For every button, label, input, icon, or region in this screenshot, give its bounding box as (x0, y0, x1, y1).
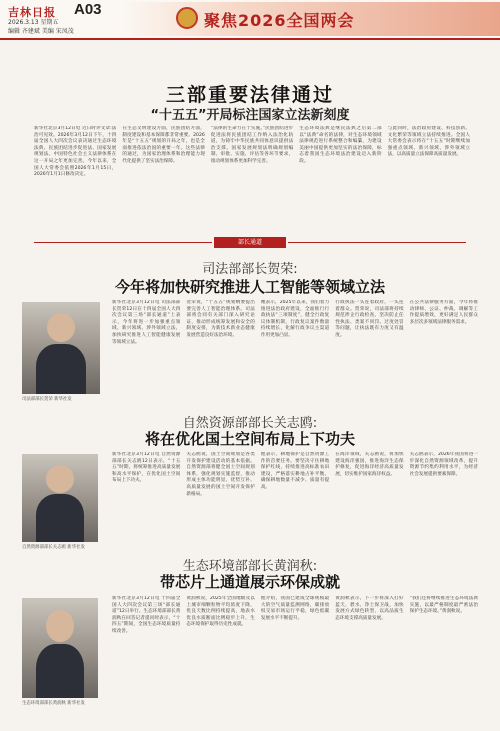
story3-column: 他表示，耕地保护是自然资源工作的首要任务。要坚决守住耕地保护红线，持续推进高标准农田建设，严格落实耕地占补平衡，确保耕地数量不减少、质量有提高。 (260, 452, 330, 490)
story2-body (112, 300, 478, 400)
portrait-head (46, 610, 73, 642)
lead-subheadline: “十五五”开局标注国家立法新刻度 (150, 108, 350, 123)
story2-column: 在公共法律服务方面，今年将推动律师、公证、仲裁、调解等工作提质增效，更好满足人民群众多层次多领域法律服务需求。 (409, 300, 479, 325)
portrait-head (47, 313, 75, 342)
story4-kicker: 生态环境部部长黄润秋: (182, 559, 318, 574)
story4-column: 黄润秋表示，下一步将深入打好蓝天、碧水、净土保卫战，加快发展方式绿色转型，以高品质生态环境支撑高质量发展。 (335, 596, 404, 621)
lead-column: 生态环境法典是继民法典之后第二部以“法典”命名的法律，对生态环境领域法律规范进行系统整合和编纂，为建设美丽中国提供更加坚实的法治保障，标志着我国生态环境法治建设迈入新阶段。 (299, 126, 382, 164)
issue-date: 2026.3.13 星期五 (8, 19, 59, 26)
story4-photo-caption: 生态环境部部长黄润秋 新华社发 (22, 701, 85, 706)
story3-kicker: 自然资源部部长关志鸥: (182, 416, 318, 431)
story2-column: 行政执法一头连着政府，一头连着群众。贺荣说，司法部将持续规范涉企行政检查，坚决防止任性执法、类案不同罚、过度处罚等问题，让执法既有力度又有温度。 (335, 300, 404, 338)
editor-credits: 编辑 齐建斌 美编 宋凤茂 (8, 28, 74, 35)
section-label: 部长通道 (214, 237, 286, 248)
portrait-body (36, 494, 85, 542)
story3-photo-caption: 自然资源部部长关志鸥 新华社发 (22, 545, 85, 550)
story2-column: 她表示，2025年以来，我们着力推进法治政府建设，全面推行行政执法“三项制度”，健全行政复议体制机制，行政复议案件数量持续增长，化解行政争议主渠道作用更加凸显。 (260, 300, 330, 338)
story2-column: 贺荣说，“十五五”规划纲要提出要完善人工智能治理体系。司法部将会同有关部门深入研究论证，推动形成统筹发展和安全的制度安排，为新技术新业态健康发展营造良好法治环境。 (186, 300, 255, 338)
portrait-body (36, 344, 86, 394)
national-emblem-icon (176, 7, 198, 29)
portrait-body (36, 644, 85, 698)
section-rule-left (34, 242, 212, 243)
story2-column: 新华社北京3月12日电 司法部部长贺荣12日在十四届全国人大四次会议第三场“部长通道”上表示，今年将进一步加强重点领域、新兴领域、涉外领域立法，加快研究推进人工智能健康发展等领域立法。 (112, 300, 181, 345)
lead-column: 与此同时，法治政府建设、科技创新、文化繁荣等领域立法持续推进。全国人大常委会表示将在“十五五”时期继续加强重点领域、新兴领域、涉外领域立法，以高质量立法保障高质量发展。 (387, 126, 471, 158)
page-number: A03 (74, 1, 102, 18)
story3-portrait-photo (22, 454, 98, 542)
story4-headline: 带芯片上通道展示环保成就 (159, 573, 340, 591)
story4-column: 他介绍，我国已建成全球规模最大的空气质量监测网络，碳排放权交易市场运行平稳，绿色低碳发展水平不断提升。 (260, 596, 330, 621)
lead-headline: 三部重要法律通过 (165, 84, 334, 106)
newspaper-logo: 吉林日报 (8, 6, 56, 19)
lead-column: 新华社北京3月12日电 近日时评文章:法治可见效。2026年3月12日下午，十四届全国人大四次会议表决通过生态环境法典、民族团结进步促进法、国家发展规划法。中国特色社会主义法律体系在这一开局之年更加完善。今年以来，全国人大常委会依照2026年1月15日，2026年1月1日修改决定。 (34, 126, 117, 178)
story3-column: 在海洋领域，关志鸥说，将加快建设海洋强国，推进海洋生态保护修复，促进海洋经济高质量发展，切实维护国家海洋权益。 (335, 452, 404, 477)
masthead (0, 0, 500, 38)
story4-body (112, 596, 478, 714)
lead-body (34, 126, 470, 230)
story2-kicker: 司法部部长贺荣: (202, 262, 298, 277)
lead-column: 在生态文明建设方面，民族团结方面，制度建设和基本保障都非常重要。2026年是“十五五”规划的开局之年，也是全面推进依法治国的重要一年。这些法律的通过，为国家治理体系和治理能力现代化提供了坚实法治保障。 (122, 126, 205, 164)
story4-column: 新华社北京3月12日电 十四届全国人大四次会议第三场“部长通道”12日举行。生态环境部部长黄润秋在回答记者提问时表示，“十四五”期间，全国生态环境质量持续改善。 (112, 596, 181, 634)
masthead-divider (0, 38, 500, 40)
story3-column: 关志鸥说，国土空间规划是各类开发保护建设活动的基本依据。自然资源部将健全国土空间规划体系，强化规划实施监督，推动形成主体功能明显、优势互补、高质量发展的国土空间开发保护新格局。 (186, 452, 255, 497)
story3-column: 新华社北京3月12日电 自然资源部部长关志鸥12日表示，“十五五”时期，将统筹推进高质量发展和高水平保护，在优化国土空间布局上下功夫。 (112, 452, 181, 484)
story3-body (112, 452, 478, 548)
story4-portrait-photo (22, 598, 98, 698)
story2-headline: 今年将加快研究推进人工智能等领域立法 (114, 278, 385, 296)
story2-photo-caption: 司法部部长贺荣 新华社发 (22, 397, 72, 402)
lead-column: “法律的生命力在于实施。”民族团结进步促进法将民族团结工作纳入法治化轨道，为铸牢中华民族共同体意识提供法治支撑。国家发展规划法明确规划编制、审批、实施、评估等各环节要求，推动规划体系更加科学完善。 (210, 126, 294, 164)
section-rule-right (288, 242, 466, 243)
story2-portrait-photo (22, 302, 100, 394)
portrait-head (46, 465, 73, 493)
story4-column: “我们还将继续推进生态环境法典实施，以最严格制度最严密法治保护生态环境。”黄润秋说。 (409, 596, 479, 615)
banner-title: 聚焦2026全国两会 (204, 11, 355, 30)
story3-headline: 将在优化国土空间布局上下功夫 (144, 430, 355, 448)
story4-column: 黄润秋说，2025年全国地级及以上城市细颗粒物平均浓度下降，优良天数比例持续提高，地表水优良水质断面比例稳步上升，生态环境保护取得历史性成就。 (186, 596, 255, 628)
story3-column: 关志鸥表示，2026年我国将进一步深化自然资源领域改革，提升资源节约集约利用水平，为经济社会发展提供要素保障。 (409, 452, 479, 477)
